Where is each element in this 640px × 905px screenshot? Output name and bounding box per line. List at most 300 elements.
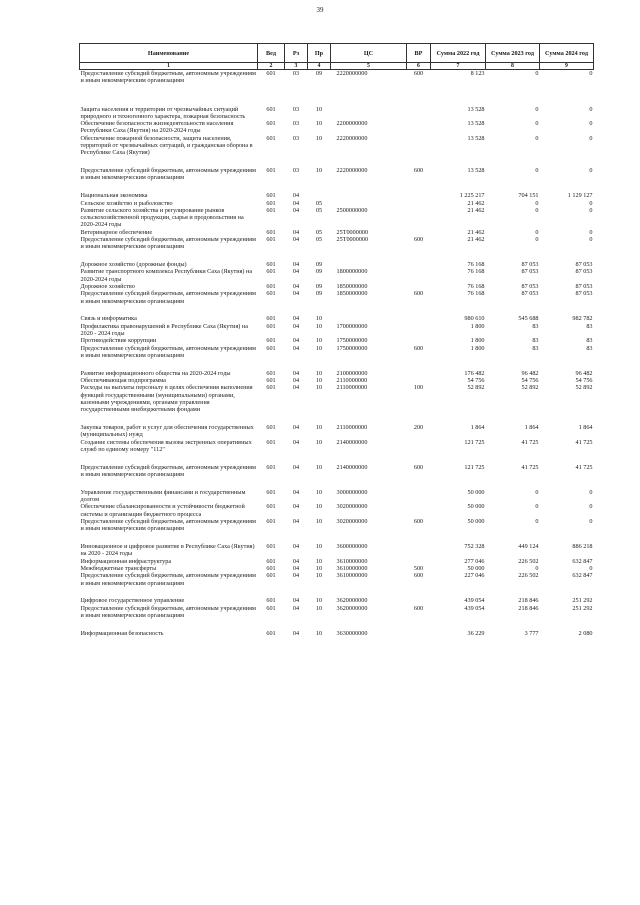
col-number: 1 <box>80 63 258 70</box>
row-ved: 601 <box>266 463 276 471</box>
row-sum-2022: 277 046 <box>464 557 485 565</box>
row-ved: 601 <box>266 70 276 77</box>
row-sum-2023: 0 <box>535 503 539 511</box>
row-pr: 10 <box>315 629 323 637</box>
row-cs: 2110000000 <box>336 423 368 431</box>
table-row <box>80 489 594 504</box>
row-rz: 04 <box>292 597 300 605</box>
table-row <box>80 290 594 305</box>
row-cs: 3630000000 <box>336 629 368 637</box>
row-ved: 601 <box>266 228 276 236</box>
table-row <box>80 120 594 135</box>
row-ved: 601 <box>266 105 276 113</box>
spacer-row <box>80 478 594 489</box>
row-ved: 601 <box>266 629 276 637</box>
row-name: Профилактика правонарушений в Республике Саха (Якутия) на 2020 - 2024 годы <box>80 322 248 338</box>
table-row <box>80 236 594 251</box>
row-rz: 04 <box>292 236 300 244</box>
header-vr: ВР <box>407 44 431 63</box>
table-row <box>80 315 594 322</box>
spacer-cell <box>80 95 594 106</box>
row-name: Предоставление субсидий бюджетным, автономным учреждениям и иным некоммерческим организациям <box>80 70 256 85</box>
spacer-row <box>80 85 594 96</box>
row-pr: 10 <box>315 597 323 605</box>
row-cs: 1750000000 <box>336 344 368 352</box>
row-pr: 10 <box>315 423 323 431</box>
row-vr: 600 <box>413 604 424 612</box>
table-row <box>80 261 594 268</box>
row-sum-2023: 96 482 <box>521 369 539 377</box>
row-sum-2023: 83 <box>532 322 539 330</box>
row-sum-2024: 632 847 <box>572 557 593 565</box>
row-vr: 600 <box>413 572 424 580</box>
row-vr <box>407 106 431 121</box>
row-sum-2024: 87 053 <box>575 268 593 276</box>
col-number: 2 <box>258 63 285 70</box>
row-pr: 10 <box>315 564 323 572</box>
row-ved: 601 <box>266 290 276 298</box>
row-vr <box>407 337 431 344</box>
row-pr: 10 <box>315 322 323 330</box>
row-sum-2022: 76 168 <box>467 261 485 269</box>
row-sum-2023: 54 756 <box>521 377 539 384</box>
row-sum-2024: 1 864 <box>578 423 593 431</box>
row-pr <box>308 192 331 199</box>
table-row <box>80 337 594 344</box>
spacer-cell <box>80 359 594 370</box>
row-sum-2022: 50 000 <box>467 564 485 572</box>
row-cs: 3620000000 <box>336 597 368 605</box>
row-rz: 04 <box>292 604 300 612</box>
row-ved: 601 <box>266 369 276 377</box>
row-sum-2024: 87 053 <box>575 261 593 269</box>
row-sum-2024: 2 080 <box>578 629 593 637</box>
row-sum-2023: 83 <box>532 337 539 345</box>
row-sum-2022: 50 000 <box>467 517 485 525</box>
spacer-row <box>80 305 594 316</box>
row-rz: 04 <box>292 543 300 551</box>
table-row <box>80 345 594 360</box>
row-sum-2023: 87 053 <box>521 268 539 276</box>
row-pr: 09 <box>315 283 323 291</box>
row-name: Предоставление субсидий бюджетным, автономным учреждениям и иным некоммерческим организациям <box>80 604 256 619</box>
col-number: 8 <box>486 63 540 70</box>
row-rz: 04 <box>292 290 300 298</box>
row-cs: 3020000000 <box>336 503 368 511</box>
col-number: 7 <box>431 63 486 70</box>
row-sum-2022: 21 462 <box>467 236 485 244</box>
row-pr: 10 <box>315 488 323 496</box>
row-pr: 10 <box>315 503 323 511</box>
row-sum-2022: 980 610 <box>464 315 485 323</box>
row-sum-2022: 36 229 <box>467 629 485 637</box>
table-row <box>80 229 594 236</box>
row-vr <box>407 377 431 384</box>
row-sum-2022: 76 168 <box>467 290 485 298</box>
row-vr <box>407 261 431 268</box>
row-cs <box>331 106 407 121</box>
table-row <box>80 268 594 283</box>
row-sum-2024: 1 129 127 <box>567 192 593 200</box>
row-sum-2024: 0 <box>589 517 593 525</box>
col-number: 3 <box>285 63 308 70</box>
row-pr: 10 <box>315 105 323 113</box>
row-name: Предоставление субсидий бюджетным, автономным учреждениям и иным некоммерческим организациям <box>80 236 256 251</box>
row-vr: 600 <box>413 517 424 525</box>
row-sum-2022: 121 725 <box>464 463 485 471</box>
row-sum-2022: 176 482 <box>464 369 485 377</box>
row-pr: 09 <box>315 70 323 77</box>
table-row <box>80 106 594 121</box>
row-sum-2022: 121 725 <box>464 438 485 446</box>
row-rz: 04 <box>292 315 300 323</box>
row-pr: 10 <box>315 543 323 551</box>
header-cs: ЦС <box>331 44 407 63</box>
row-name: Предоставление субсидий бюджетным, автономным учреждениям и иным некоммерческим организациям <box>80 344 256 359</box>
row-vr <box>407 192 431 199</box>
row-pr: 10 <box>315 463 323 471</box>
row-sum-2024: 251 292 <box>572 604 593 612</box>
row-sum-2022: 21 462 <box>467 228 485 236</box>
row-ved: 601 <box>266 604 276 612</box>
row-rz: 04 <box>292 192 300 200</box>
row-sum-2022: 439 054 <box>464 604 485 612</box>
spacer-cell <box>80 157 594 168</box>
col-number: 6 <box>407 63 431 70</box>
spacer-row <box>80 413 594 424</box>
row-sum-2022: 1 800 <box>470 344 485 352</box>
row-name: Предоставление субсидий бюджетным, автономным учреждениям и иным некоммерческим организациям <box>80 572 256 587</box>
table-row <box>80 464 594 479</box>
row-rz: 04 <box>292 629 300 637</box>
row-sum-2024: 0 <box>589 206 593 214</box>
row-cs <box>331 261 407 268</box>
row-cs <box>331 200 407 207</box>
row-ved: 601 <box>266 167 276 175</box>
row-name: Цифровое государственное управление <box>80 597 185 605</box>
row-rz: 04 <box>292 344 300 352</box>
row-name: Создание системы обеспечения вызова экстренных оперативных служб по единому номеру "112" <box>80 438 252 453</box>
row-vr <box>407 439 431 454</box>
row-name: Защита населения и территории от чрезвычайных ситуаций природного и техногенного характера, пожарная безопасность <box>80 105 246 120</box>
row-vr <box>407 597 431 604</box>
table-row <box>80 323 594 338</box>
row-pr: 10 <box>315 344 323 352</box>
row-sum-2024: 0 <box>589 167 593 175</box>
row-sum-2023: 41 725 <box>521 463 539 471</box>
row-sum-2023: 0 <box>535 70 539 77</box>
row-name: Обеспечение сбалансированности и устойчивости бюджетной системы и организация бюджетного процесса <box>80 503 245 518</box>
row-rz: 03 <box>292 167 300 175</box>
row-rz: 04 <box>292 377 300 384</box>
page-number: 39 <box>316 6 324 14</box>
row-name: Обеспечение пожарной безопасности, защита населения, территорий от чрезвычайных ситуаций, и гражданская оборона в Республике Саха (Якутия) <box>80 134 253 157</box>
spacer-row <box>80 587 594 598</box>
row-ved: 601 <box>266 120 276 128</box>
row-cs: 3020000000 <box>336 517 368 525</box>
row-sum-2024: 0 <box>589 228 593 236</box>
table-row <box>80 207 594 229</box>
row-vr <box>407 200 431 207</box>
table-row <box>80 605 594 620</box>
row-rz: 04 <box>292 206 300 214</box>
row-vr: 100 <box>413 384 424 392</box>
row-cs: 3610000000 <box>336 557 368 565</box>
row-pr: 10 <box>315 315 323 323</box>
row-sum-2024: 0 <box>589 503 593 511</box>
table-row <box>80 283 594 290</box>
table-body <box>80 70 594 638</box>
row-sum-2024: 0 <box>589 70 593 77</box>
row-pr: 10 <box>315 377 323 384</box>
row-name: Закупка товаров, работ и услуг для обеспечения государственных (муниципальных) нужд <box>80 423 254 439</box>
table-row <box>80 558 594 565</box>
header-ved: Вед <box>258 44 285 63</box>
row-sum-2023: 83 <box>532 344 539 352</box>
row-sum-2024: 83 <box>586 344 593 352</box>
row-ved: 601 <box>266 423 276 431</box>
row-sum-2024: 886 218 <box>572 543 593 551</box>
row-rz: 04 <box>292 337 300 345</box>
row-sum-2023: 87 053 <box>521 261 539 269</box>
row-vr <box>407 120 431 135</box>
row-sum-2024: 83 <box>586 322 593 330</box>
row-sum-2024: 0 <box>589 564 593 572</box>
row-name: Национальная экономика <box>80 192 148 200</box>
row-pr: 09 <box>315 290 323 298</box>
spacer-cell <box>80 478 594 489</box>
row-sum-2023: 545 688 <box>518 315 539 323</box>
spacer-row <box>80 619 594 630</box>
row-sum-2023: 0 <box>535 206 539 214</box>
row-name: Обеспечение безопасности жизнедеятельности населения Республики Саха (Якутия) на 2020-2024 годы <box>80 120 234 135</box>
row-sum-2022: 52 892 <box>467 384 485 392</box>
table-row <box>80 503 594 518</box>
row-vr: 600 <box>413 70 424 77</box>
row-ved: 601 <box>266 261 276 269</box>
row-sum-2024: 982 782 <box>572 315 593 323</box>
row-vr: 500 <box>413 564 424 572</box>
row-pr: 10 <box>315 120 323 128</box>
row-rz: 04 <box>292 261 300 269</box>
row-vr <box>407 135 431 157</box>
row-name: Управление государственными финансами и государственным долгом <box>80 488 246 504</box>
row-ved: 601 <box>266 543 276 551</box>
row-cs: 3000000000 <box>336 488 368 496</box>
row-pr: 05 <box>315 199 323 207</box>
row-ved: 601 <box>266 322 276 330</box>
row-sum-2022: 1 800 <box>470 337 485 345</box>
row-pr: 10 <box>315 369 323 377</box>
row-sum-2023: 218 846 <box>518 597 539 605</box>
row-vr <box>407 630 431 637</box>
row-vr: 600 <box>413 167 424 175</box>
row-vr <box>407 283 431 290</box>
row-cs: 1850000000 <box>336 290 368 298</box>
row-name: Информационная безопасность <box>80 629 164 637</box>
row-name: Расходы на выплаты персоналу в целях обеспечения выполнения функций государственными (муниципальными) органами, казенными учреждениями, органами управления государственными внебюджетными фондами <box>80 384 253 414</box>
row-name: Предоставление субсидий бюджетным, автономным учреждениям и иным некоммерческим организациям <box>80 463 256 478</box>
row-cs: 3620000000 <box>336 604 368 612</box>
row-vr <box>407 323 431 338</box>
row-pr: 05 <box>315 236 323 244</box>
row-ved: 601 <box>266 206 276 214</box>
row-sum-2024: 87 053 <box>575 283 593 291</box>
header-sum-2022: Сумма 2022 год <box>431 44 486 63</box>
budget-table <box>79 43 594 637</box>
row-ved: 601 <box>266 572 276 580</box>
row-sum-2023: 0 <box>535 236 539 244</box>
row-sum-2023: 3 777 <box>524 629 539 637</box>
row-cs: 2140000000 <box>336 438 368 446</box>
row-rz: 04 <box>292 322 300 330</box>
row-ved: 601 <box>266 337 276 345</box>
spacer-cell <box>80 305 594 316</box>
row-sum-2023: 0 <box>535 167 539 175</box>
row-vr: 200 <box>413 423 424 431</box>
row-vr: 600 <box>413 344 424 352</box>
row-rz: 04 <box>292 228 300 236</box>
row-sum-2022: 54 756 <box>467 377 485 384</box>
row-cs: 1700000000 <box>336 322 368 330</box>
row-ved: 601 <box>266 268 276 276</box>
row-ved: 601 <box>266 384 276 392</box>
row-sum-2023: 1 864 <box>524 423 539 431</box>
row-cs: 2110000000 <box>336 377 368 384</box>
row-sum-2024: 41 725 <box>575 463 593 471</box>
row-name: Связь и информатика <box>80 315 137 323</box>
row-sum-2023: 218 846 <box>518 604 539 612</box>
row-name: Противодействие коррупции <box>80 337 157 345</box>
row-sum-2022: 13 528 <box>467 134 485 142</box>
table-row <box>80 630 594 637</box>
row-pr: 09 <box>315 261 323 269</box>
row-sum-2022: 76 168 <box>467 268 485 276</box>
row-sum-2023: 449 124 <box>518 543 539 551</box>
spacer-cell <box>80 453 594 464</box>
row-cs: 2220000000 <box>336 167 368 175</box>
row-vr: 600 <box>413 463 424 471</box>
row-rz: 04 <box>292 438 300 446</box>
row-ved: 601 <box>266 199 276 207</box>
row-cs: 2140000000 <box>336 463 368 471</box>
table-row <box>80 565 594 572</box>
row-sum-2023: 704 151 <box>518 192 539 200</box>
row-sum-2022: 439 054 <box>464 597 485 605</box>
row-ved: 601 <box>266 597 276 605</box>
row-ved: 601 <box>266 557 276 565</box>
row-name: Ветеринарное обеспечение <box>80 228 153 236</box>
row-cs: 2200000000 <box>336 120 368 128</box>
row-vr <box>407 268 431 283</box>
row-name: Сельское хозяйство и рыболовство <box>80 199 173 207</box>
header-pr: Пр <box>308 44 331 63</box>
row-cs: 1800000000 <box>336 268 368 276</box>
row-rz: 04 <box>292 384 300 392</box>
row-sum-2023: 0 <box>535 488 539 496</box>
row-name: Межбюджетные трансферты <box>80 564 157 572</box>
row-sum-2024: 251 292 <box>572 597 593 605</box>
row-cs: 3600000000 <box>336 543 368 551</box>
table-row <box>80 439 594 454</box>
table-row <box>80 424 594 439</box>
row-sum-2022: 21 462 <box>467 199 485 207</box>
row-vr <box>407 207 431 229</box>
col-number: 4 <box>308 63 331 70</box>
row-sum-2023: 0 <box>535 228 539 236</box>
spacer-row <box>80 95 594 106</box>
row-cs: 2500000000 <box>336 206 368 214</box>
row-pr: 10 <box>315 337 323 345</box>
row-sum-2024: 54 756 <box>575 377 593 384</box>
row-name: Дорожное хозяйство <box>80 283 135 291</box>
row-vr: 600 <box>413 236 424 244</box>
row-pr: 05 <box>315 228 323 236</box>
row-sum-2023: 0 <box>535 134 539 142</box>
row-ved: 601 <box>266 283 276 291</box>
table-row <box>80 384 594 413</box>
row-name: Информационная инфраструктура <box>80 557 172 565</box>
table-row <box>80 377 594 384</box>
row-ved: 601 <box>266 192 276 200</box>
row-ved: 601 <box>266 377 276 384</box>
row-pr: 10 <box>315 517 323 525</box>
row-name: Обеспечивающая подпрограмма <box>80 377 166 384</box>
row-rz: 04 <box>292 517 300 525</box>
row-vr <box>407 489 431 504</box>
row-cs: 2220000000 <box>336 70 368 77</box>
row-sum-2023: 52 892 <box>521 384 539 392</box>
header-sum-2023: Сумма 2023 год <box>486 44 540 63</box>
row-sum-2024: 0 <box>589 120 593 128</box>
row-vr <box>407 558 431 565</box>
row-cs: 1850000000 <box>336 283 368 291</box>
row-sum-2022: 13 528 <box>467 105 485 113</box>
row-sum-2022: 76 168 <box>467 283 485 291</box>
row-sum-2022: 13 528 <box>467 120 485 128</box>
row-sum-2024: 0 <box>589 236 593 244</box>
row-sum-2024: 83 <box>586 337 593 345</box>
row-name: Инновационное и цифровое развитие в Республике Саха (Якутия) на 2020 - 2024 годы <box>80 543 255 558</box>
row-pr: 10 <box>315 604 323 612</box>
row-sum-2022: 1 864 <box>470 423 485 431</box>
row-vr <box>407 370 431 377</box>
row-sum-2024: 52 892 <box>575 384 593 392</box>
row-sum-2022: 227 046 <box>464 572 485 580</box>
row-cs <box>331 192 407 199</box>
row-name: Развитие сельского хозяйства и регулирование рынков сельскохозяйственной продукции, сырья и продовольствия на 2020-2024 годы <box>80 206 244 229</box>
row-ved: 601 <box>266 517 276 525</box>
row-rz: 04 <box>292 564 300 572</box>
row-sum-2023: 87 053 <box>521 290 539 298</box>
row-cs: 2220000000 <box>336 134 368 142</box>
spacer-cell <box>80 182 594 193</box>
spacer-row <box>80 533 594 544</box>
row-sum-2023: 0 <box>535 564 539 572</box>
row-rz: 04 <box>292 423 300 431</box>
col-number: 5 <box>331 63 407 70</box>
row-rz: 04 <box>292 503 300 511</box>
row-sum-2022: 1 800 <box>470 322 485 330</box>
row-ved: 601 <box>266 503 276 511</box>
row-rz: 04 <box>292 199 300 207</box>
col-number: 9 <box>540 63 594 70</box>
row-cs: 3610000000 <box>336 564 368 572</box>
spacer-row <box>80 359 594 370</box>
table-header <box>80 44 594 70</box>
row-pr: 10 <box>315 572 323 580</box>
table-row <box>80 192 594 199</box>
